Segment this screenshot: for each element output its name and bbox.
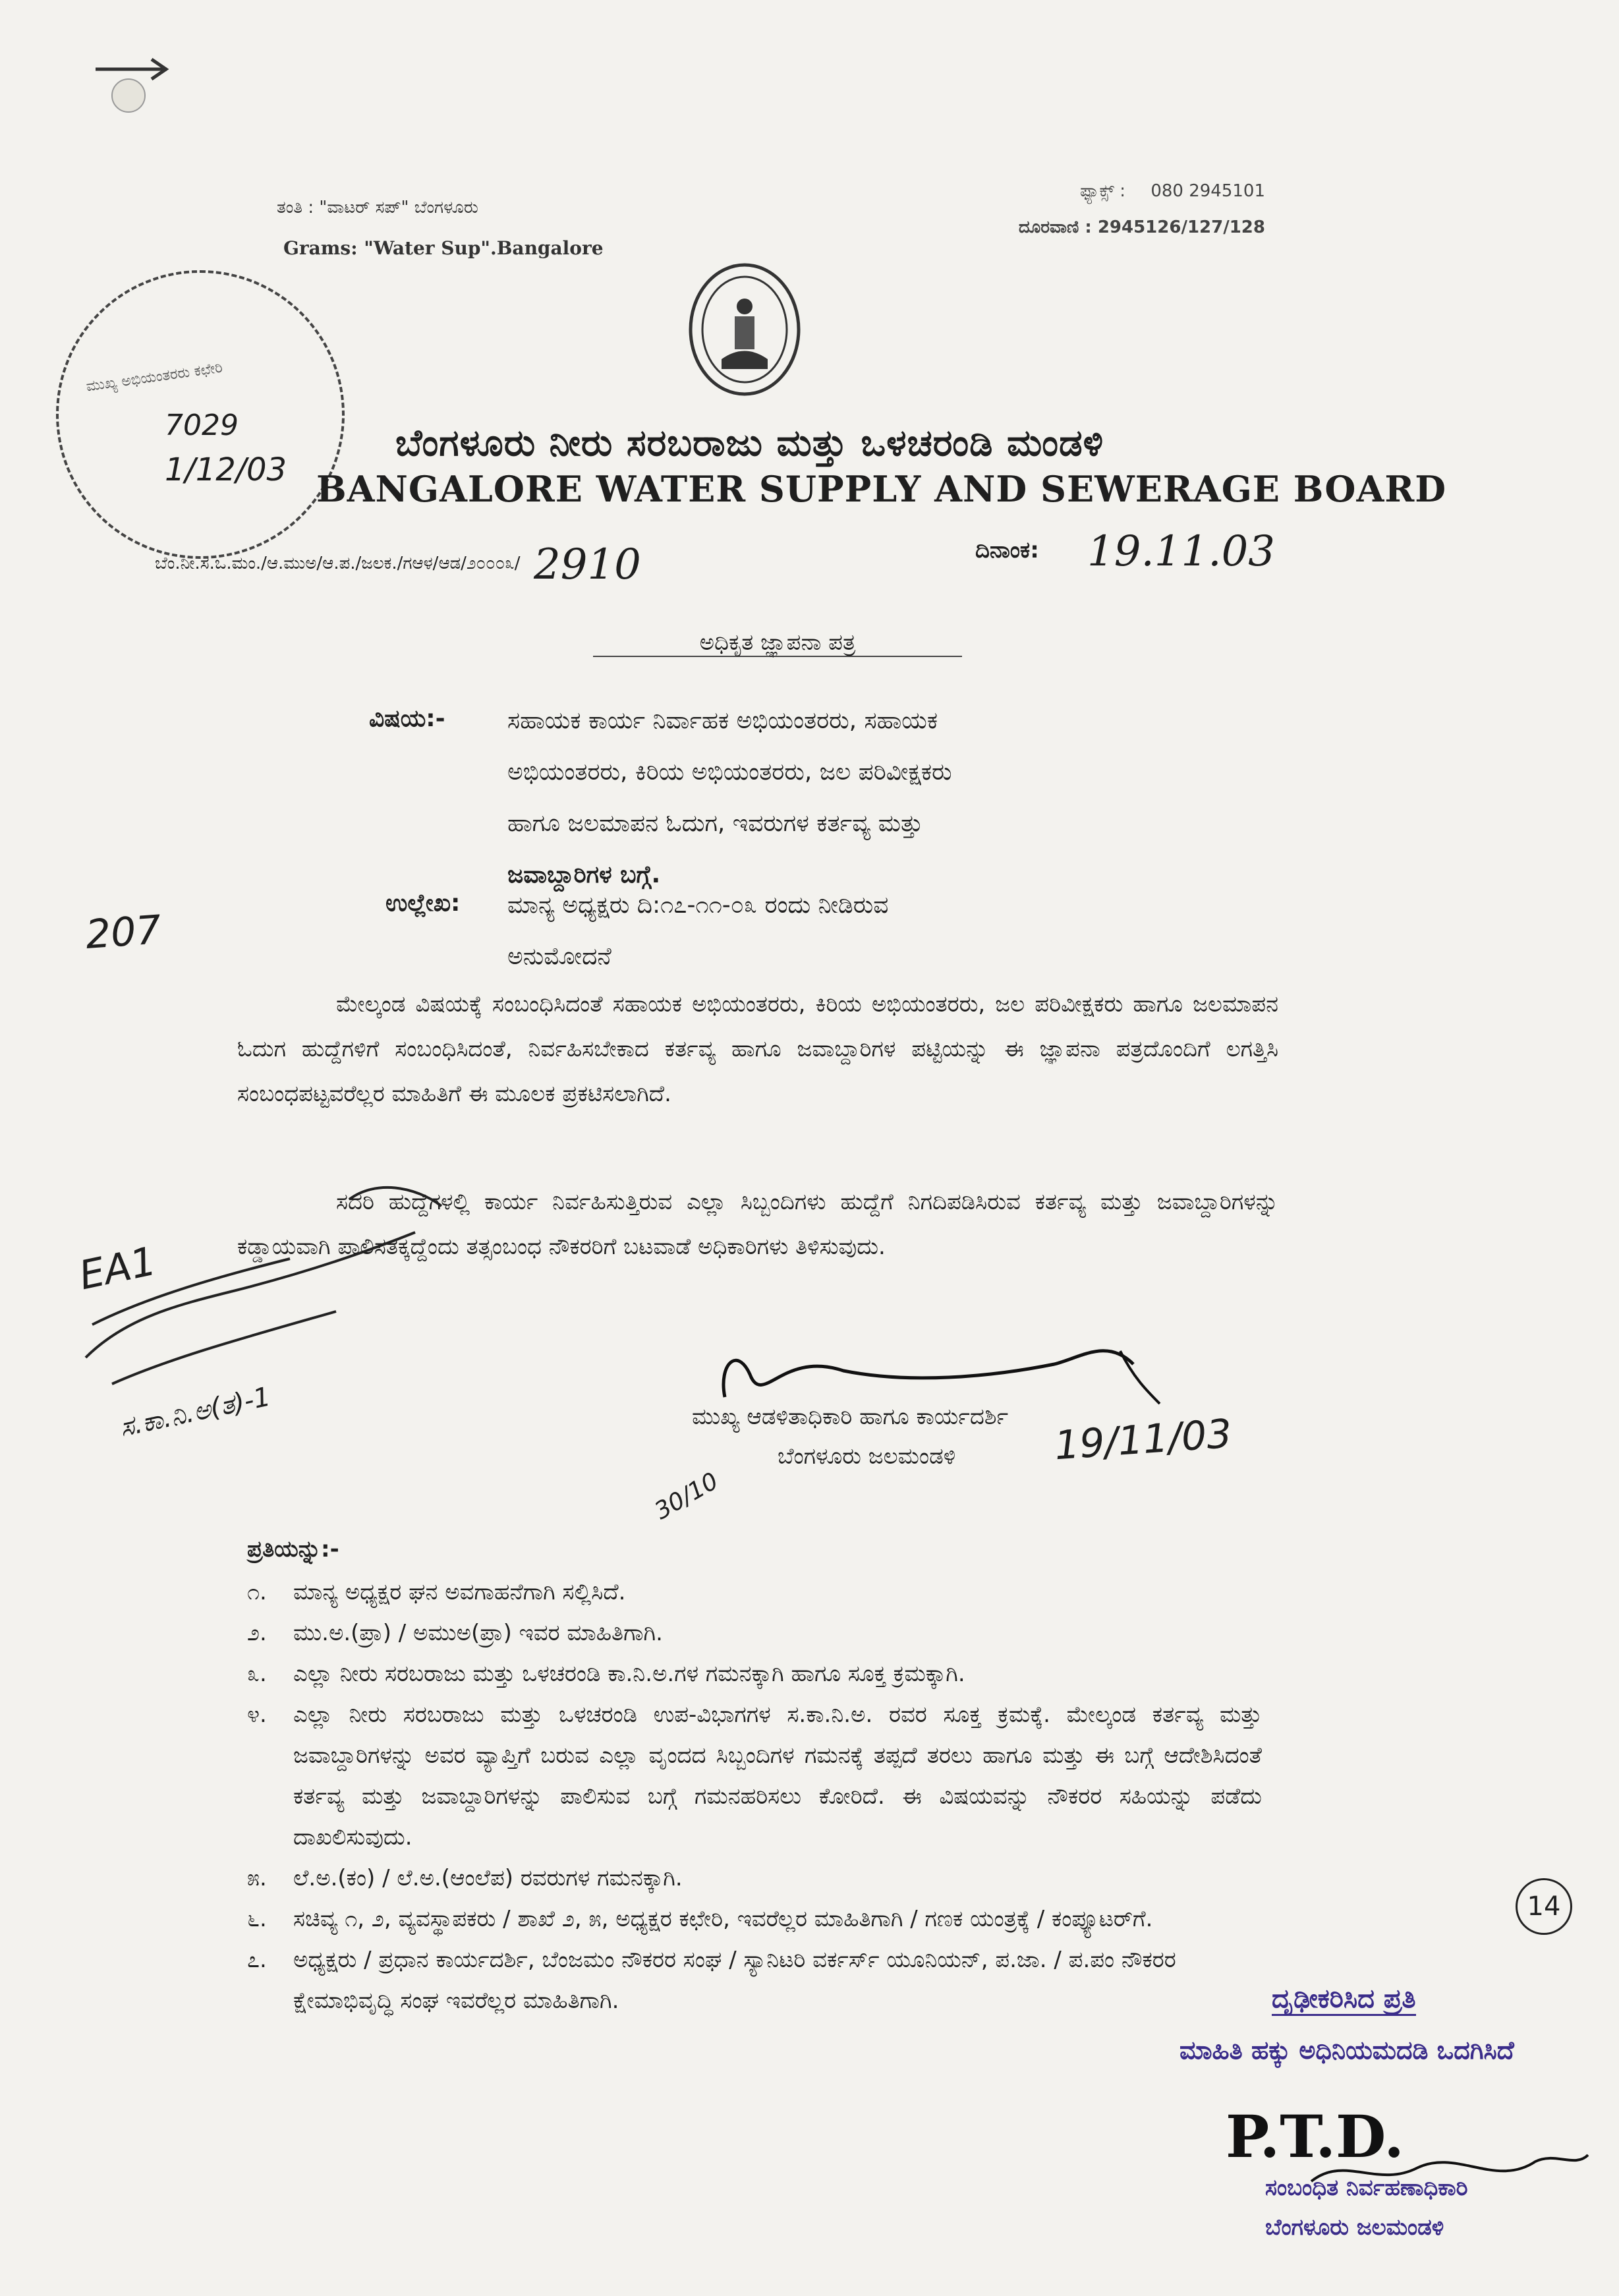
board-name-english: BANGALORE WATER SUPPLY AND SEWERAGE BOARD [316,468,1447,510]
list-item-number: ೨. [247,1620,267,1646]
date-value: 19.11.03 [1087,527,1275,576]
attestation-stamp [1179,1984,1601,2065]
subject-line: ಅಭಿಯಂತರರು, ಕಿರಿಯ ಅಭಿಯಂತರರು, ಜಲ ಪರಿವೀಕ್ಷಕರು [507,759,952,786]
stamp-number: 7029 [165,409,239,442]
list-item-text: ಎಲ್ಲಾ ನೀರು ಸರಬರಾಜು ಮತ್ತು ಒಳಚರಂಡಿ ಉಪ-ವಿಭಾಗಗಳ ಸ.ಕಾ.ನಿ.ಅ. ರವರ ಸೂಕ್ತ ಕ್ರಮಕ್ಕೆ. ಮೇಲ್ಕಂಡ ಕರ್ತವ್ಯ ಮತ್ತು ಜವಾಬ್ದಾರಿಗಳನ್ನು ಅವರ ವ್ಯಾಪ್ತಿಗೆ ಬರುವ ಎಲ್ಲಾ ವೃಂದದ ಸಿಬ್ಬಂದಿಗಳ ಗಮನಕ್ಕೆ ತಪ್ಪದೆ ತರಲು ಹಾಗೂ ಮತ್ತು ಈ ಬಗ್ಗೆ ಆದೇಶಿಸಿದಂತೆ ಕರ್ತವ್ಯ ಮತ್ತು ಜವಾಬ್ದಾರಿಗಳನ್ನು ಪಾಲಿಸುವ ಬಗ್ಗೆ ಗಮನಹರಿಸಲು ಕೋರಿದೆ. ಈ ವಿಷಯವನ್ನು ನೌಕರರ ಸಹಿಯನ್ನು ಪಡೆದು ದಾಖಲಿಸುವುದು. [293,1702,1262,1851]
punch-hole-icon [109,76,148,118]
attestation-title: ದೃಢೀಕರಿಸಿದ ಪ್ರತಿ [1272,1984,1416,2016]
list-item-number: ೫. [247,1865,267,1891]
list-item [247,1613,1262,1653]
list-item-text: ಮು.ಅ.(ಪ್ರಾ) / ಅಮುಅ(ಪ್ರಾ) ಇವರ ಮಾಹಿತಿಗಾಗಿ. [293,1620,663,1646]
reference-prefix: ಬೆಂ.ನೀ.ಸ.ಒ.ಮಂ./ಆ.ಮುಅ/ಆ.ಪ./ಜಲಕ./ಗಆಳ/ಆಡ/೨೦೦೦೩/ [155,554,521,573]
copies-heading: ಪ್ರತಿಯನ್ನು:- [247,1536,339,1563]
signature-date: 19/11/03 [1052,1410,1234,1470]
reference-number: 2910 [534,540,641,589]
list-item-text: ಮಾನ್ಯ ಅಧ್ಯಕ್ಷರ ಘನ ಅವಗಾಹನೆಗಾಗಿ ಸಲ್ಲಿಸಿದೆ. [293,1579,626,1605]
tel-row [962,217,1265,238]
attestation-office: ಸಂಬಂಧಿತ ನಿರ್ವಹಣಾಧಿಕಾರಿ [1265,2175,1468,2201]
list-item-number: ೭. [247,1947,267,1973]
subject-label: ವಿಷಯ:- [369,705,445,732]
list-item [247,1858,1262,1899]
reference-label: ಉಲ್ಲೇಖ: [385,890,461,917]
list-item-text: ಲೆ.ಅ.(ಕಂ) / ಲೆ.ಅ.(ಆಂಲೆಪ) ರವರುಗಳ ಗಮನಕ್ಕಾಗಿ. [293,1865,683,1891]
margin-note-ea: EA1 [75,1238,161,1300]
list-item [247,1653,1262,1694]
fax-row [1028,181,1265,202]
margin-number: 207 [84,907,163,958]
date-label: ದಿನಾಂಕ: [975,537,1039,563]
memo-title: ಅಧಿಕೃತ ಜ್ಞಾಪನಾ ಪತ್ರ [593,629,962,657]
page-number-circle: 14 [1516,1878,1572,1935]
subject-line: ಹಾಗೂ ಜಲಮಾಪನ ಓದುಗ, ಇವರುಗಳ ಕರ್ತವ್ಯ ಮತ್ತು [507,810,923,837]
board-name-kannada: ಬೆಂಗಳೂರು ನೀರು ಸರಬರಾಜು ಮತ್ತು ಒಳಚರಂಡಿ ಮಂಡಳಿ [395,422,1104,465]
stamp-date: 1/12/03 [165,451,287,488]
reference-line: ಮಾನ್ಯ ಅಧ್ಯಕ್ಷರು ದಿ:೧೭-೧೧-೦೩ ರಂದು ನೀಡಿರುವ [507,892,889,919]
fax-label: ಫ್ಯಾಕ್ಸ್ : [1079,181,1126,201]
attestation-note: ಮಾಹಿತಿ ಹಕ್ಕು ಅಧಿನಿಯಮದಡಿ ಒದಗಿಸಿದೆ [1179,2036,1514,2065]
list-item [247,1572,1262,1613]
reference-block [507,880,1285,983]
list-item [247,1939,1262,2021]
list-item [247,1694,1262,1858]
list-item-text: ಸಚಿವ್ಯ ೧, ೨, ವ್ಯವಸ್ಥಾಪಕರು / ಶಾಖೆ ೨, ೫, ಅಧ್ಯಕ್ಷರ ಕಛೇರಿ, ಇವರೆಲ್ಲರ ಮಾಹಿತಿಗಾಗಿ / ಗಣಕ ಯಂತ್ರಕ್ಕೆ / ಕಂಪ್ಯೂಟರ್‌ಗೆ. [293,1906,1153,1932]
fax-value: 080 2945101 [1150,181,1265,201]
signatory-designation [692,1397,1008,1476]
margin-note-code: ಸ.ಕಾ.ನಿ.ಅ(ತ)-1 [117,1381,273,1443]
grams-english: Grams: "Water Sup".Bangalore [283,237,604,259]
list-item [247,1899,1262,1939]
list-item-number: ೩. [247,1661,267,1687]
margin-note-date: 30/10 [650,1467,724,1526]
list-item-number: ೪. [247,1702,267,1728]
list-item-text: ಅಧ್ಯಕ್ಷರು / ಪ್ರಧಾನ ಕಾರ್ಯದರ್ಶಿ, ಬೆಂಜಮಂ ನೌಕರರ ಸಂಘ / ಸ್ಯಾನಿಟರಿ ವರ್ಕರ್ಸ್ ಯೂನಿಯನ್, ಪ.ಜಾ. / ಪ.ಪಂ ನೌಕರರ ಕ್ಷೇಮಾಭಿವೃದ್ಧಿ ಸಂಘ ಇವರೆಲ್ಲರ ಮಾಹಿತಿಗಾಗಿ. [293,1947,1176,2014]
attestation-city: ಬೆಂಗಳೂರು ಜಲಮಂಡಳಿ [1265,2214,1444,2241]
subject-line: ಜವಾಬ್ದಾರಿಗಳ ಬಗ್ಗೆ. [507,861,661,888]
signatory-line: ಬೆಂಗಳೂರು ಜಲಮಂಡಳಿ [778,1443,956,1470]
signatory-line: ಮುಖ್ಯ ಆಡಳಿತಾಧಿಕಾರಿ ಹಾಗೂ ಕಾರ್ಯದರ್ಶಿ [692,1404,1009,1430]
reference-line: ಅನುಮೋದನೆ [507,943,611,970]
tel-label: ದೂರವಾಣಿ : [1018,217,1092,237]
copies-list [247,1572,1262,2021]
body-paragraph-2: ಸದರಿ ಹುದ್ದೆಗಳಲ್ಲಿ ಕಾರ್ಯ ನಿರ್ವಹಿಸುತ್ತಿರುವ ಎಲ್ಲಾ ಸಿಬ್ಬಂದಿಗಳು ಹುದ್ದೆಗೆ ನಿಗದಿಪಡಿಸಿರುವ ಕರ್ತವ್ಯ ಮತ್ತು ಜವಾಬ್ದಾರಿಗಳನ್ನು ಕಡ್ಡಾಯವಾಗಿ ಪಾಲಿಸತಕ್ಕದ್ದೆಂದು ತತ್ಸಂಬಂಧ ನೌಕರರಿಗೆ ಬಟವಾಡೆ ಅಧಿಕಾರಿಗಳು ತಿಳಿಸುವುದು. [237,1189,1278,1260]
handwritten-scribble-icon [72,1160,494,1413]
list-item-text: ಎಲ್ಲಾ ನೀರು ಸರಬರಾಜು ಮತ್ತು ಒಳಚರಂಡಿ ಕಾ.ನಿ.ಅ.ಗಳ ಗಮನಕ್ಕಾಗಿ ಹಾಗೂ ಸೂಕ್ತ ಕ್ರಮಕ್ಕಾಗಿ. [293,1661,965,1687]
list-item-number: ೬. [247,1906,267,1932]
board-emblem-icon [685,260,804,401]
list-item-number: ೧. [247,1579,267,1605]
stamp-seal-text: ಮುಖ್ಯ ಅಭಿಯಂತರರು ಕಛೇರಿ [85,359,224,395]
body-paragraph-1: ಮೇಲ್ಕಂಡ ವಿಷಯಕ್ಕೆ ಸಂಬಂಧಿಸಿದಂತೆ ಸಹಾಯಕ ಅಭಿಯಂತರರು, ಕಿರಿಯ ಅಭಿಯಂತರರು, ಜಲ ಪರಿವೀಕ್ಷಕರು ಹಾಗೂ ಜಲಮಾಪನ ಓದುಗ ಹುದ್ದೆಗಳಿಗೆ ಸಂಬಂಧಿಸಿದಂತೆ, ನಿರ್ವಹಿಸಬೇಕಾದ ಕರ್ತವ್ಯ ಹಾಗೂ ಜವಾಬ್ದಾರಿಗಳ ಪಟ್ಟಿಯನ್ನು ಈ ಜ್ಞಾಪನಾ ಪತ್ರದೊಂದಿಗೆ ಲಗತ್ತಿಸಿ ಸಂಬಂಧಪಟ್ಟವರೆಲ್ಲರ ಮಾಹಿತಿಗೆ ಈ ಮೂಲಕ ಪ್ರಕಟಿಸಲಾಗಿದೆ. [237,991,1278,1107]
ptd-mark: P.T.D. [1226,2102,1404,2171]
tel-value: 2945126/127/128 [1097,217,1265,237]
grams-kannada: ತಂತಿ : "ವಾಟರ್ ಸಪ್" ಬೆಂಗಳೂರು [277,198,478,217]
subject-block [507,695,1285,901]
subject-line: ಸಹಾಯಕ ಕಾರ್ಯ ನಿರ್ವಾಹಕ ಅಭಿಯಂತರರು, ಸಹಾಯಕ [507,707,938,734]
